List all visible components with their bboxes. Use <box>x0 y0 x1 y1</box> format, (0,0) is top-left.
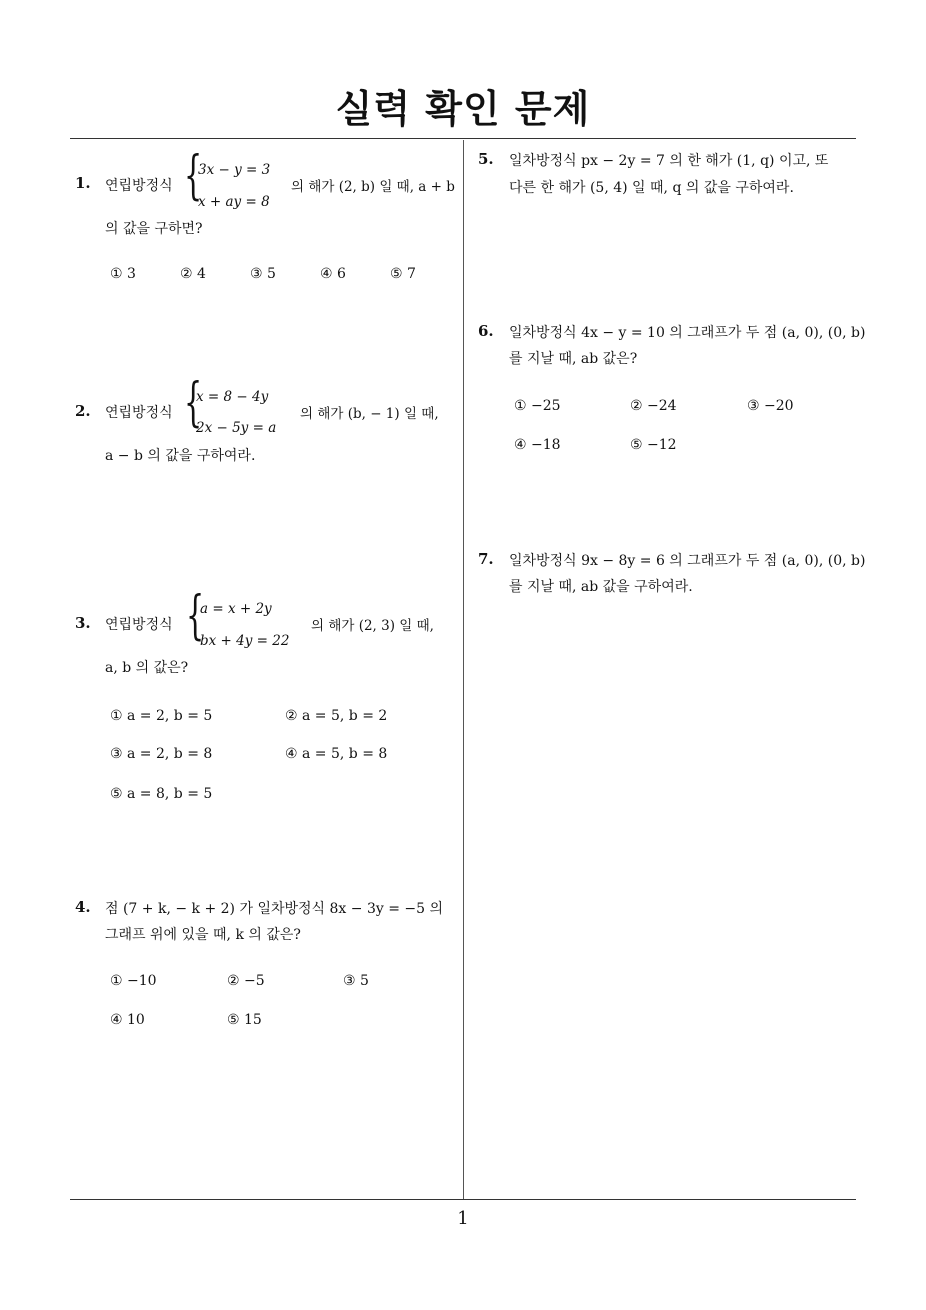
question-number: 7. <box>478 550 494 568</box>
page-number: 1 <box>457 1208 469 1229</box>
header-rule <box>70 138 856 139</box>
option-5[interactable]: ⑤ 15 <box>227 1012 262 1028</box>
question-number: 5. <box>478 150 494 168</box>
brace-icon: { <box>184 373 203 433</box>
question-text-line2: 를 지날 때, ab 값을 구하여라. <box>509 579 693 595</box>
question-number: 1. <box>75 174 91 192</box>
question-lead: 연립방정식 <box>105 178 173 194</box>
option-4[interactable]: ④ 10 <box>110 1012 145 1028</box>
option-5[interactable]: ⑤ a = 8, b = 5 <box>110 786 213 802</box>
option-3[interactable]: ③ 5 <box>250 266 276 282</box>
option-1[interactable]: ① −10 <box>110 973 157 989</box>
equation-1: a = x + 2y <box>200 601 272 617</box>
option-2[interactable]: ② a = 5, b = 2 <box>285 708 388 724</box>
column-divider <box>463 140 464 1200</box>
question-text: 의 해가 (2, 3) 일 때, <box>311 618 434 634</box>
equation-1: 3x − y = 3 <box>198 162 271 178</box>
question-text: 일차방정식 4x − y = 10 의 그래프가 두 점 (a, 0), (0, b) <box>509 325 866 341</box>
option-3[interactable]: ③ a = 2, b = 8 <box>110 746 213 762</box>
question-text: 점 (7 + k, − k + 2) 가 일차방정식 8x − 3y = −5 의 <box>105 901 444 917</box>
question-number: 2. <box>75 402 91 420</box>
question-text: 의 해가 (b, − 1) 일 때, <box>300 406 439 422</box>
page-title: 실력 확인 문제 <box>335 87 591 131</box>
option-5[interactable]: ⑤ 7 <box>390 266 416 282</box>
question-text-line2: a − b 의 값을 구하여라. <box>105 448 256 464</box>
question-text: 일차방정식 px − 2y = 7 의 한 해가 (1, q) 이고, 또 <box>509 153 829 169</box>
option-3[interactable]: ③ −20 <box>747 398 794 414</box>
option-2[interactable]: ② −5 <box>227 973 265 989</box>
equation-2: bx + 4y = 22 <box>200 633 290 649</box>
question-text-line2: 를 지날 때, ab 값은? <box>509 351 638 367</box>
option-4[interactable]: ④ −18 <box>514 437 561 453</box>
option-1[interactable]: ① a = 2, b = 5 <box>110 708 213 724</box>
brace-icon: { <box>184 146 203 206</box>
question-number: 4. <box>75 898 91 916</box>
equation-2: 2x − 5y = a <box>196 420 277 436</box>
option-2[interactable]: ② −24 <box>630 398 677 414</box>
question-text: 의 해가 (2, b) 일 때, a + b <box>291 179 455 195</box>
option-4[interactable]: ④ 6 <box>320 266 346 282</box>
question-number: 6. <box>478 322 494 340</box>
brace-icon: { <box>186 586 205 646</box>
question-text-line2: 다른 한 해가 (5, 4) 일 때, q 의 값을 구하여라. <box>509 180 794 196</box>
question-lead: 연립방정식 <box>105 405 173 421</box>
equation-1: x = 8 − 4y <box>196 389 269 405</box>
option-3[interactable]: ③ 5 <box>343 973 369 989</box>
question-text-line2: 그래프 위에 있을 때, k 의 값은? <box>105 927 301 943</box>
option-1[interactable]: ① −25 <box>514 398 561 414</box>
question-number: 3. <box>75 614 91 632</box>
question-text: 일차방정식 9x − 8y = 6 의 그래프가 두 점 (a, 0), (0, b) <box>509 553 866 569</box>
option-1[interactable]: ① 3 <box>110 266 136 282</box>
option-4[interactable]: ④ a = 5, b = 8 <box>285 746 388 762</box>
option-2[interactable]: ② 4 <box>180 266 206 282</box>
option-5[interactable]: ⑤ −12 <box>630 437 677 453</box>
question-lead: 연립방정식 <box>105 617 173 633</box>
question-text-line2: a, b 의 값은? <box>105 660 189 676</box>
question-text-line2: 의 값을 구하면? <box>105 221 203 237</box>
equation-2: x + ay = 8 <box>198 194 270 210</box>
footer-rule <box>70 1199 856 1200</box>
